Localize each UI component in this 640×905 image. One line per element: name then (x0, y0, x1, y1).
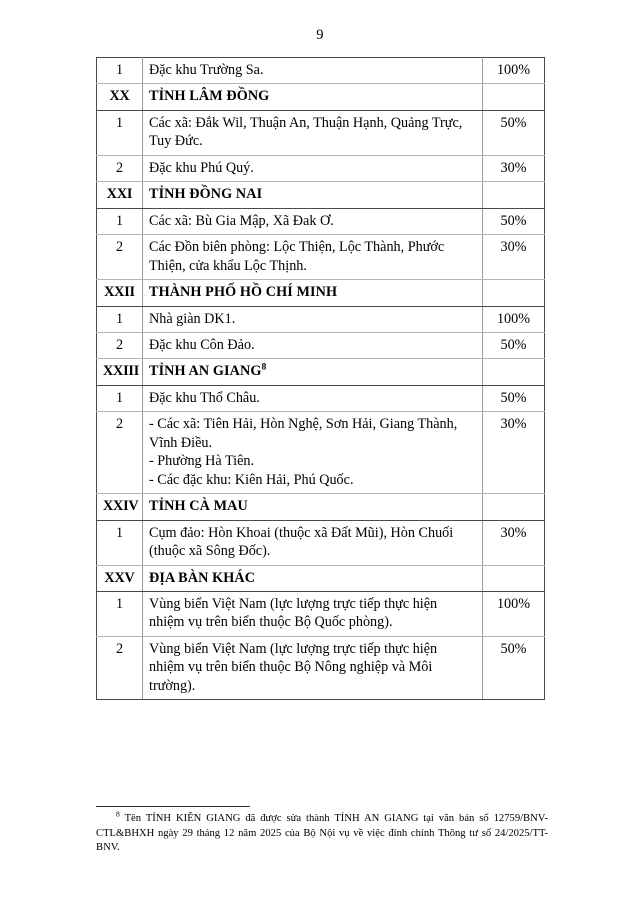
table-row (97, 208, 545, 234)
text-line: Nhà giàn DK1. (149, 310, 236, 327)
section-index: XXIII (97, 359, 143, 385)
text-line: Vĩnh Điều. (149, 434, 213, 451)
section-index: XXI (97, 182, 143, 208)
row-index: 1 (97, 110, 143, 155)
footnote-separator (96, 806, 250, 807)
allowance-percent (483, 84, 545, 110)
row-index: 1 (97, 306, 143, 332)
row-description (143, 385, 483, 411)
table-section-row (97, 280, 545, 306)
table-row (97, 235, 545, 280)
row-description (143, 520, 483, 565)
text-line: ĐỊA BÀN KHÁC (149, 569, 256, 586)
table-row (97, 636, 545, 699)
text-line: Thiện, cửa khẩu Lộc Thịnh. (149, 257, 307, 274)
text-line: TỈNH AN GIANG$^8$ (149, 361, 267, 380)
allowance-percent: 50% (483, 332, 545, 358)
allowance-percent (483, 280, 545, 306)
section-title (143, 565, 483, 591)
allowance-percent (483, 565, 545, 591)
allowance-percent: 50% (483, 110, 545, 155)
table-row (97, 58, 545, 84)
table-section-row (97, 494, 545, 520)
row-description (143, 110, 483, 155)
text-line: Đặc khu Phú Quý. (149, 159, 254, 176)
row-description (143, 412, 483, 494)
text-line: Các xã: Bù Gia Mập, Xã Đak Ơ. (149, 212, 334, 229)
table-section-row (97, 359, 545, 385)
section-index: XXIV (97, 494, 143, 520)
allowance-percent (483, 182, 545, 208)
section-title (143, 280, 483, 306)
table-section-row (97, 182, 545, 208)
table-row (97, 520, 545, 565)
table-section-row (97, 84, 545, 110)
row-index: 2 (97, 155, 143, 181)
allowance-percent: 50% (483, 208, 545, 234)
row-description (143, 332, 483, 358)
row-description (143, 306, 483, 332)
row-index: 2 (97, 636, 143, 699)
text-line: Vùng biển Việt Nam (lực lượng trực tiếp thực hiện (149, 595, 438, 612)
text-line: - Các đặc khu: Kiên Hải, Phú Quốc. (149, 471, 354, 488)
section-title (143, 359, 483, 385)
table-body (97, 58, 545, 700)
row-index: 1 (97, 591, 143, 636)
text-line: TỈNH LÂM ĐỒNG (149, 88, 270, 105)
table-section-row (97, 565, 545, 591)
text-line: Đặc khu Trường Sa. (149, 62, 264, 78)
section-title (143, 84, 483, 110)
allowance-percent: 100% (483, 306, 545, 332)
text-line: Cụm đảo: Hòn Khoai (thuộc xã Đất Mũi), Hòn Chuối (149, 524, 454, 541)
text-line: Các xã: Đắk Wil, Thuận An, Thuận Hạnh, Quảng Trực, (149, 114, 463, 131)
footnote-text (96, 809, 548, 856)
allowance-percent: 30% (483, 520, 545, 565)
row-index: 1 (97, 58, 143, 84)
text-line: - Phường Hà Tiên. (149, 453, 255, 470)
row-index: 1 (97, 520, 143, 565)
table-row (97, 306, 545, 332)
table-row (97, 385, 545, 411)
text-line: Đặc khu Thổ Châu. (149, 389, 260, 406)
allowance-percent: 100% (483, 591, 545, 636)
row-index: 2 (97, 412, 143, 494)
section-index: XX (97, 84, 143, 110)
row-index: 2 (97, 235, 143, 280)
allowance-percent: 30% (483, 155, 545, 181)
row-description (143, 155, 483, 181)
table-row (97, 332, 545, 358)
allowance-percent: 100% (483, 58, 545, 84)
allowance-percent (483, 359, 545, 385)
allowance-percent: 50% (483, 385, 545, 411)
text-line: Tuy Đức. (149, 133, 203, 150)
row-index: 1 (97, 208, 143, 234)
table-row (97, 591, 545, 636)
section-index: XXII (97, 280, 143, 306)
row-description (143, 591, 483, 636)
allowance-percent (483, 494, 545, 520)
allowance-percent: 30% (483, 235, 545, 280)
row-description (143, 208, 483, 234)
text-line: Đặc khu Côn Đảo. (149, 336, 255, 353)
row-description (143, 58, 483, 84)
text-line: nhiệm vụ trên biển thuộc Bộ Quốc phòng). (149, 614, 393, 631)
text-line: THÀNH PHỐ HỒ CHÍ MINH (149, 284, 338, 301)
section-title (143, 182, 483, 208)
page-number: 9 (316, 27, 324, 43)
text-line: (thuộc xã Sông Đốc). (149, 543, 271, 560)
allowance-percent: 50% (483, 636, 545, 699)
footnote (96, 806, 548, 856)
text-line: TỈNH CÀ MAU (149, 498, 248, 515)
row-description (143, 636, 483, 699)
provinces-allowance-table (96, 57, 545, 700)
footnote-line-1: Tên TỈNH KIÊN GIANG đã được sửa thành TỈNH AN GIANG tại văn bản số 12759/BNV- (124, 813, 548, 824)
section-title (143, 494, 483, 520)
text-line: nhiệm vụ trên biển thuộc Bộ Nông nghiệp và Môi (149, 659, 433, 676)
table-row (97, 110, 545, 155)
footnote-line-2: CTL&BHXH ngày 29 tháng 12 năm 2025 của Bộ Nội vụ về việc đính chính Thông tư số 24/2025/TT-BNV. (96, 827, 548, 854)
row-description (143, 235, 483, 280)
table-row (97, 412, 545, 494)
footnote-marker: 8 (116, 809, 120, 819)
table-row (97, 155, 545, 181)
text-line: trường). (149, 677, 196, 694)
footnote-reference[interactable]: 8 (261, 361, 267, 373)
allowance-percent: 30% (483, 412, 545, 494)
row-index: 1 (97, 385, 143, 411)
text-line: - Các xã: Tiên Hải, Hòn Nghệ, Sơn Hải, Giang Thành, (149, 416, 458, 433)
text-line: Vùng biển Việt Nam (lực lượng trực tiếp thực hiện (149, 640, 438, 657)
section-index: XXV (97, 565, 143, 591)
text-line: Các Đồn biên phòng: Lộc Thiện, Lộc Thành, Phước (149, 239, 445, 256)
row-index: 2 (97, 332, 143, 358)
text-line: TỈNH ĐỒNG NAI (149, 186, 263, 203)
